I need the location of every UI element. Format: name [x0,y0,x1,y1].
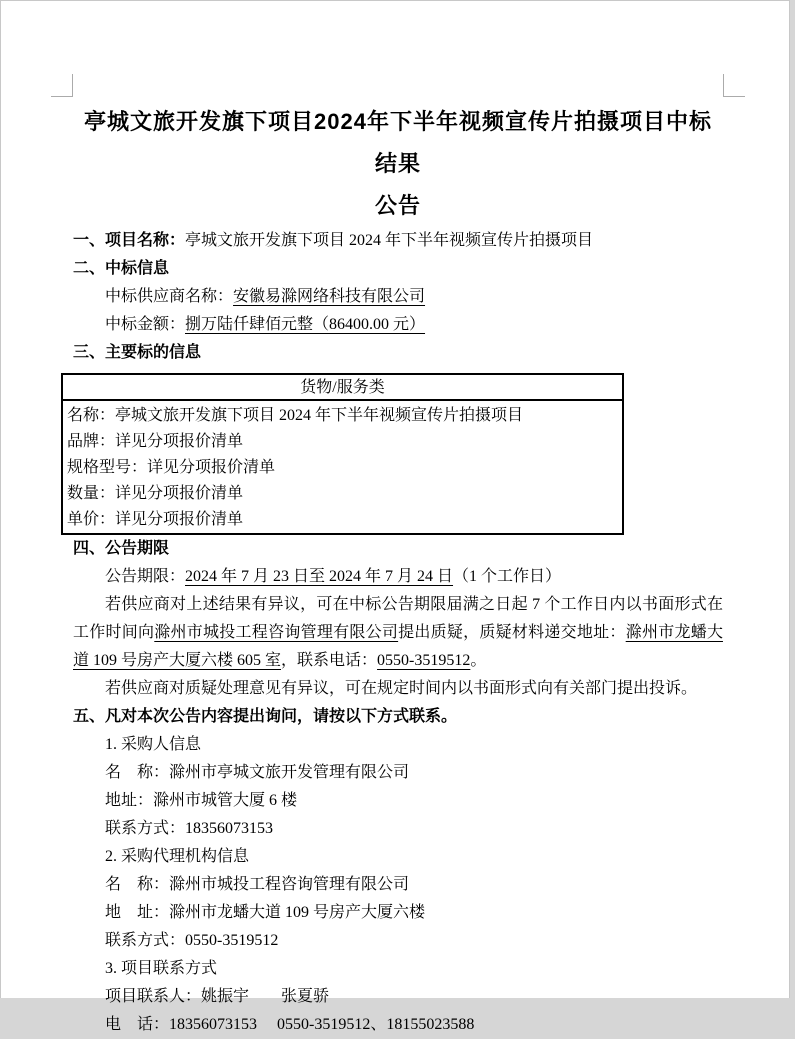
crop-mark-top-left-icon [51,74,73,97]
period-label: 公告期限： [105,568,186,585]
contact-line-project-persons: 项目联系人：姚振宇 张夏骄 [105,988,330,1005]
goods-table-header: 货物/服务类 [63,375,622,401]
objection-text: 若供应商对上述结果有异议，可在中标公告期限届满之日起 7 个工作日内以书面形式在工作时间向 [73,596,723,641]
contact-line-purchaser-title: 1. 采购人信息 [105,736,202,753]
contact-line-agency-name: 名 称：滁州市城投工程咨询管理有限公司 [105,876,410,893]
goods-table [61,373,624,535]
document-title-line1: 亭城文旅开发旗下项目2024年下半年视频宣传片拍摄项目中标结果 [84,109,712,176]
section-contact-heading: 五、凡对本次公告内容提出询问，请按以下方式联系。 [73,708,458,725]
contact-line-agency-phone: 联系方式：0550-3519512 [105,932,279,949]
contact-line-agency-address: 地 址：滁州市龙蟠大道 109 号房产大厦六楼 [105,904,426,921]
section-project-name [73,227,723,255]
period-suffix: （1 个工作日） [453,568,562,585]
award-supplier-label: 中标供应商名称： [105,288,234,305]
contact-line-purchaser-address: 地址：滁州市城管大厦 6 楼 [105,792,298,809]
contact-line-purchaser-phone: 联系方式：18356073153 [105,820,274,837]
award-supplier-value: 安徽易滁网络科技有限公司 [233,288,426,305]
section-subject-info-heading: 三、主要标的信息 [73,344,202,361]
section-project-name-heading: 一、项目名称： [73,232,186,249]
project-name-value: 亭城文旅开发旗下项目 2024 年下半年视频宣传片拍摄项目 [185,232,594,249]
goods-table-body [63,401,622,533]
table-row: 名称：亭城文旅开发旗下项目 2024 年下半年视频宣传片拍摄项目 [67,407,524,424]
objection-text: ，联系电话： [281,652,378,669]
award-amount-line [73,311,723,339]
objection-address: 滁州市龙蟠大道 109 号房产大厦六楼 605 室 [73,624,723,669]
contact-line-agency-title: 2. 采购代理机构信息 [105,848,250,865]
table-row: 规格型号：详见分项报价清单 [67,459,276,476]
period-value: 2024 年 7 月 23 日至 2024 年 7 月 24 日 [185,568,454,585]
section-award-info-heading: 二、中标信息 [73,260,170,277]
contact-line-project-title: 3. 项目联系方式 [105,960,218,977]
objection-phone: 0550-3519512 [377,652,471,669]
objection-text: 。 [470,652,487,669]
crop-mark-top-right-icon [723,74,745,97]
announcement-period-line [73,563,723,591]
table-row: 数量：详见分项报价清单 [67,485,244,502]
award-amount-label: 中标金额： [105,316,186,333]
complaint-paragraph: 若供应商对质疑处理意见有异议，可在规定时间内以书面形式向有关部门提出投诉。 [105,680,698,697]
objection-agency-name: 滁州市城投工程咨询管理有限公司 [154,624,399,641]
contact-line-purchaser-name: 名 称：滁州市亭城文旅开发管理有限公司 [105,764,410,781]
contact-line-project-phones: 电 话：18356073153 0550-3519512、18155023588 [105,1016,475,1033]
section-period-heading: 四、公告期限 [73,540,170,557]
award-amount-value: 捌万陆仟肆佰元整（86400.00 元） [185,316,426,333]
award-supplier-line [73,283,723,311]
table-row: 单价：详见分项报价清单 [67,511,244,528]
table-row: 品牌：详见分项报价清单 [67,433,244,450]
objection-text: 提出质疑，质疑材料递交地址： [398,624,626,641]
document-title-line2: 公告 [374,193,421,218]
objection-paragraph [73,591,723,675]
document-title [73,101,723,227]
document-content [67,101,723,1039]
